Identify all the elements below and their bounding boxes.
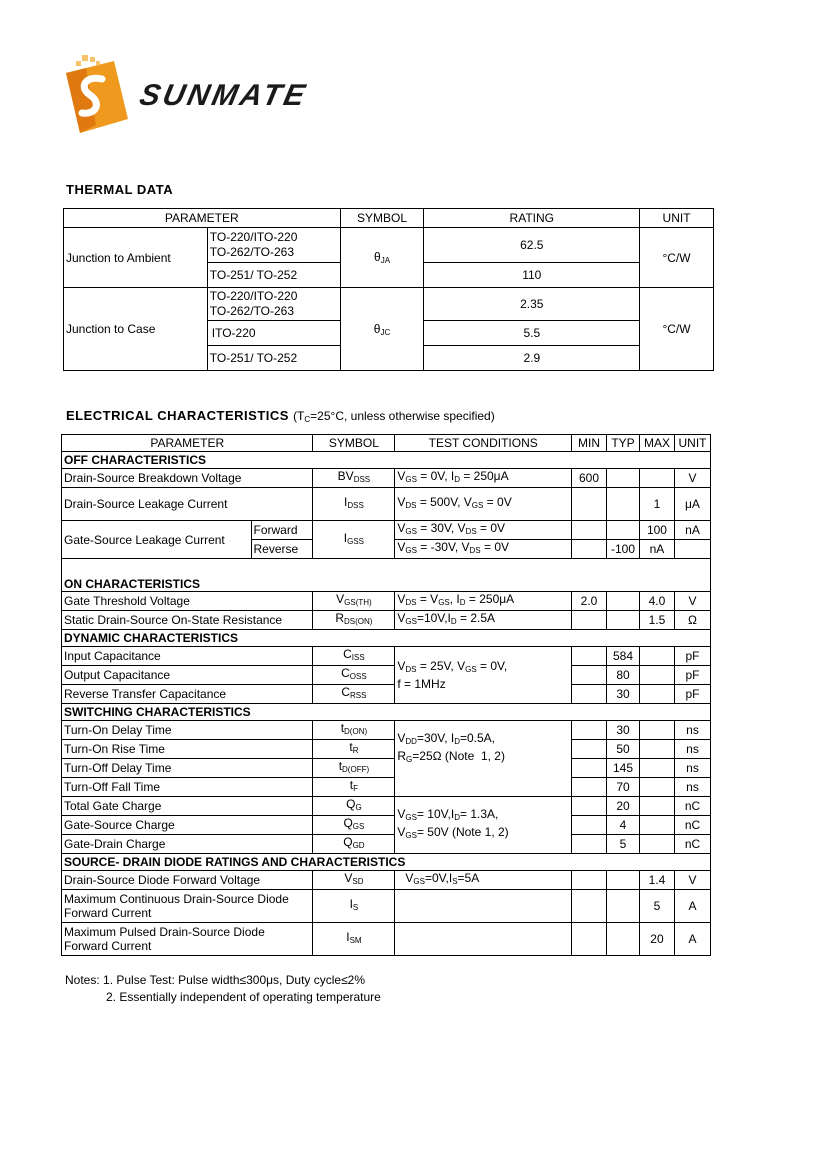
symbol-cell: $C_{RSS}$ [313,685,395,704]
typ-cell: 584 [607,647,640,666]
table-header-row [62,435,711,452]
typ-cell: 20 [607,797,640,816]
param-cell: Output Capacitance [62,666,313,685]
table-row [62,835,711,854]
unit-cell: °C/W [640,228,714,288]
typ-cell: 30 [607,721,640,740]
symbol-cell: $t_{D(OFF)}$ [313,759,395,778]
unit-cell: V [674,592,710,611]
symbol-cell: $Q_{GS}$ [313,816,395,835]
test-cell: $V_{GS}= 10V,I_D= 1.3A$, $V_{GS}= 50V$ (Note 1, 2) [395,797,572,854]
sunmate-logo-icon [52,55,134,137]
unit-cell: ns [674,759,710,778]
col-header-rating: RATING [424,209,640,228]
typ-cell: 50 [607,740,640,759]
col-header-test: TEST CONDITIONS [395,435,572,452]
company-logo [52,55,314,137]
unit-cell: Ω [674,611,710,630]
unit-cell: °C/W [640,288,714,371]
unit-cell: A [674,890,710,923]
test-cell: $V_{DS} = 500V$, $V_{GS} = 0V$ [395,488,572,521]
symbol-cell: $V_{SD}$ [313,871,395,890]
table-header-row [64,209,714,228]
table-row [62,647,711,666]
max-cell: 20 [639,923,674,956]
param-cell: Static Drain-Source On-State Resistance [62,611,313,630]
section-title: OFF CHARACTERISTICS [62,452,711,469]
typ-cell: 145 [607,759,640,778]
test-cell: $V_{DS} = V_{GS}$, $I_D = 250\mu A$ [395,592,572,611]
param-cell: Input Capacitance [62,647,313,666]
param-cell: Drain-Source Breakdown Voltage [62,469,313,488]
typ-cell: 80 [607,666,640,685]
col-header-unit: UNIT [674,435,710,452]
note-2: 2. Essentially independent of operating temperature [106,990,381,1004]
table-row [62,871,711,890]
param-cell: Maximum Pulsed Drain-Source Diode Forward Current [62,923,313,956]
section-title: ON CHARACTERISTICS [62,559,711,592]
thermal-title: THERMAL DATA [66,182,174,197]
symbol-cell: $I_S$ [313,890,395,923]
rating-cell: 110 [424,263,640,288]
param-cell: Gate-Source Charge [62,816,313,835]
col-header-symbol: SYMBOL [340,209,424,228]
symbol-cell: $Q_{GD}$ [313,835,395,854]
symbol-cell: $I_{GSS}$ [313,521,395,559]
table-row [62,778,711,797]
typ-cell: 5 [607,835,640,854]
symbol-cell: $\theta_{JC}$ [340,288,424,371]
unit-cell: ns [674,778,710,797]
unit-cell: nC [674,816,710,835]
rating-cell: 62.5 [424,228,640,263]
unit-cell: μA [674,488,710,521]
section-title: SWITCHING CHARACTERISTICS [62,704,711,721]
conditions-note: ($T_C=25^\circ C$, unless otherwise specified) [293,409,495,424]
param-cell: Turn-Off Delay Time [62,759,313,778]
unit-cell: ns [674,721,710,740]
max-cell: nA [639,540,674,559]
table-row [62,759,711,778]
table-row [62,816,711,835]
param-sub-forward: Forward [251,521,313,540]
package-cell: TO-251/ TO-252 [207,263,340,288]
symbol-cell: $t_R$ [313,740,395,759]
section-row [62,559,711,592]
max-cell: 1.5 [639,611,674,630]
table-row [64,228,714,263]
unit-cell: A [674,923,710,956]
typ-cell: 30 [607,685,640,704]
table-row [62,666,711,685]
symbol-cell: $t_F$ [313,778,395,797]
param-cell: Drain-Source Leakage Current [62,488,313,521]
test-cell: $V_{GS}=10V,I_D = 2.5A$ [395,611,572,630]
table-row [62,685,711,704]
param-cell: Maximum Continuous Drain-Source Diode Forward Current [62,890,313,923]
logo-wordmark: SUNMATE [136,79,311,112]
col-header-parameter: PARAMETER [62,435,313,452]
notes [65,972,381,1006]
symbol-cell: $BV_{DSS}$ [313,469,395,488]
min-cell: 600 [572,469,607,488]
param-cell: Turn-On Delay Time [62,721,313,740]
package-cell: TO-251/ TO-252 [207,346,340,371]
unit-cell: pF [674,666,710,685]
typ-cell: 4 [607,816,640,835]
package-cell: TO-220/ITO-220 TO-262/TO-263 [207,288,340,321]
param-cell: Reverse Transfer Capacitance [62,685,313,704]
symbol-cell: $C_{ISS}$ [313,647,395,666]
max-cell: 4.0 [639,592,674,611]
col-header-min: MIN [572,435,607,452]
col-header-typ: TYP [607,435,640,452]
rating-cell: 2.9 [424,346,640,371]
param-cell: Gate-Drain Charge [62,835,313,854]
table-row [62,488,711,521]
section-row [62,704,711,721]
unit-cell: pF [674,647,710,666]
section-row [62,854,711,871]
section-row [62,630,711,647]
min-cell: 2.0 [572,592,607,611]
col-header-unit: UNIT [640,209,714,228]
section-title: SOURCE- DRAIN DIODE RATINGS AND CHARACTERISTICS [62,854,711,871]
symbol-cell: $Q_G$ [313,797,395,816]
test-cell: $V_{DD}=30V$, $I_D=0.5A$, $R_G=25\Omega$ (Note 1, 2) [395,721,572,797]
table-row [62,797,711,816]
unit-cell: nC [674,835,710,854]
table-row [62,721,711,740]
param-cell: Turn-Off Fall Time [62,778,313,797]
param-cell: Drain-Source Diode Forward Voltage [62,871,313,890]
electrical-table [61,434,711,956]
unit-cell: nA [674,521,710,540]
unit-cell: V [674,871,710,890]
typ-cell: -100 [607,540,640,559]
symbol-cell: $I_{DSS}$ [313,488,395,521]
param-label: Junction to Case [64,288,208,371]
section-row [62,452,711,469]
thermal-table [63,208,714,371]
unit-cell: nC [674,797,710,816]
section-title: DYNAMIC CHARACTERISTICS [62,630,711,647]
param-label: Junction to Ambient [64,228,208,288]
col-header-symbol: SYMBOL [313,435,395,452]
col-header-parameter: PARAMETER [64,209,341,228]
symbol-cell: $I_{SM}$ [313,923,395,956]
table-row [64,288,714,321]
max-cell: 100 [639,521,674,540]
symbol-cell: $t_{D(ON)}$ [313,721,395,740]
test-cell: $V_{GS} = 0V$, $I_D = 250\mu A$ [395,469,572,488]
typ-cell: 70 [607,778,640,797]
table-row [62,611,711,630]
param-sub-reverse: Reverse [251,540,313,559]
unit-cell: pF [674,685,710,704]
symbol-cell: $\theta_{JA}$ [340,228,424,288]
max-cell: 1.4 [639,871,674,890]
table-row [62,923,711,956]
test-cell: $V_{GS} = 30V$, $V_{DS} = 0V$ [395,521,572,540]
param-cell: Turn-On Rise Time [62,740,313,759]
package-cell: TO-220/ITO-220 TO-262/TO-263 [207,228,340,263]
symbol-cell: $R_{DS(ON)}$ [313,611,395,630]
col-header-max: MAX [639,435,674,452]
rating-cell: 5.5 [424,321,640,346]
table-row [62,469,711,488]
max-cell: 5 [639,890,674,923]
test-cell: $V_{GS} = -30V$, $V_{DS} = 0V$ [395,540,572,559]
electrical-title: ELECTRICAL CHARACTERISTICS ($T_C=25^\circ C$, unless otherwise specified) [66,408,495,424]
table-row [62,592,711,611]
param-cell: Gate Threshold Voltage [62,592,313,611]
unit-cell: ns [674,740,710,759]
max-cell: 1 [639,488,674,521]
param-cell: Gate-Source Leakage Current [62,521,252,559]
symbol-cell: $C_{OSS}$ [313,666,395,685]
test-cell: $V_{GS}=0V,I_S=5A$ [395,871,572,890]
param-cell: Total Gate Charge [62,797,313,816]
symbol-cell: $V_{GS(TH)}$ [313,592,395,611]
unit-cell: V [674,469,710,488]
rating-cell: 2.35 [424,288,640,321]
note-1: Notes: 1. Pulse Test: Pulse width≤300μs, Duty cycle≤2% [65,973,365,987]
test-cell: $V_{DS} = 25V$, $V_{GS} = 0V$, f = 1MHz [395,647,572,704]
table-row [62,521,711,540]
package-cell: ITO-220 [207,321,340,346]
table-row [62,890,711,923]
table-row [62,740,711,759]
